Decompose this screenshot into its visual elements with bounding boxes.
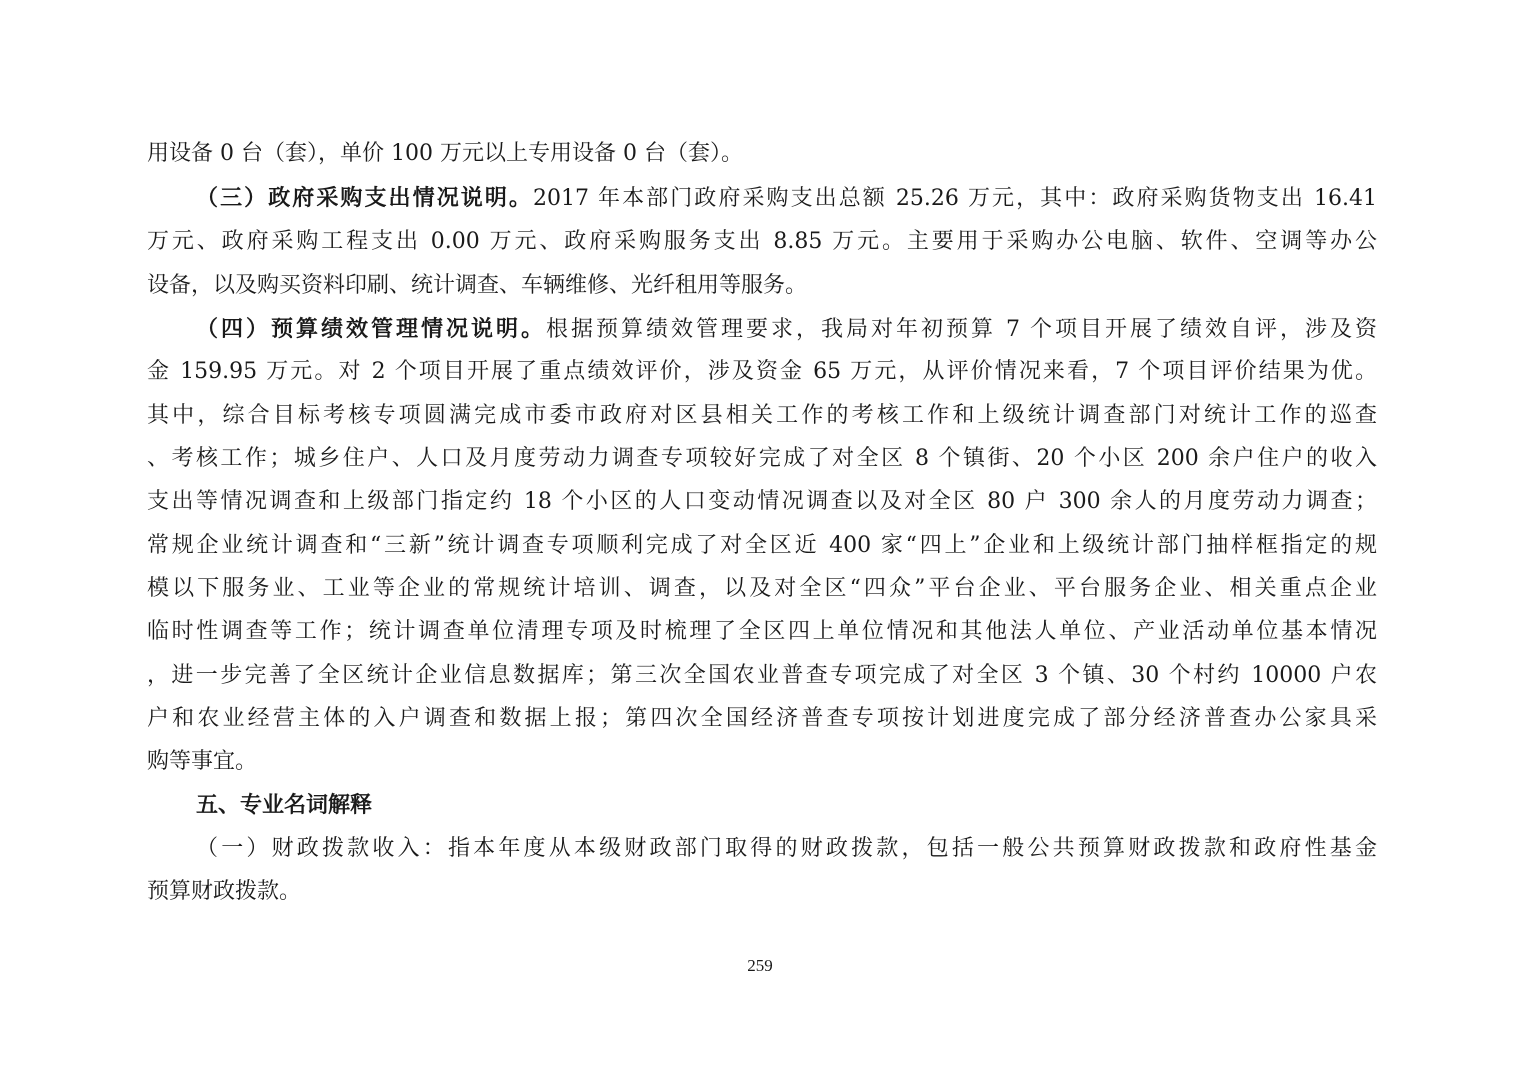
section3-paragraph-line-2: 万元、政府采购工程支出 0.00 万元、政府采购服务支出 8.85 万元。主要用于采购办公电脑、软件、空调等办公	[147, 229, 1377, 254]
section3-paragraph-line-1	[196, 183, 1377, 214]
section4-text-1: 根据预算绩效管理要求，我局对年初预算 7 个项目开展了绩效自评，涉及资	[546, 317, 1377, 342]
section4-paragraph-line-6: 常规企业统计调查和“三新”统计调查专项顺利完成了对全区近 400 家“四上”企业和上级统计部门抽样框指定的规	[147, 533, 1377, 558]
section3-lead: （三）政府采购支出情况说明。	[196, 185, 533, 211]
section4-paragraph-line-9: ，进一步完善了全区统计企业信息数据库；第三次全国农业普查专项完成了对全区 3 个镇、30 个村约 10000 户农	[147, 663, 1377, 688]
section4-paragraph-line-11: 购等事宜。	[147, 749, 258, 774]
section4-paragraph-line-7: 模以下服务业、工业等企业的常规统计培训、调查，以及对全区“四众”平台企业、平台服务企业、相关重点企业	[147, 576, 1377, 601]
section4-paragraph-line-2: 金 159.95 万元。对 2 个项目开展了重点绩效评价，涉及资金 65 万元，从评价情况来看，7 个项目评价结果为优。	[147, 359, 1377, 384]
term1-paragraph-line-2: 预算财政拨款。	[147, 879, 302, 904]
term1-paragraph-line-1: （一）财政拨款收入：指本年度从本级财政部门取得的财政拨款，包括一般公共预算财政拨款和政府性基金	[196, 836, 1377, 861]
section-heading-5: 五、专业名词解释	[196, 793, 373, 818]
section4-paragraph-line-8: 临时性调查等工作；统计调查单位清理专项及时梳理了全区四上单位情况和其他法人单位、产业活动单位基本情况	[147, 619, 1377, 644]
page-number: 259	[747, 956, 773, 975]
section3-paragraph-line-3: 设备，以及购买资料印刷、统计调查、车辆维修、光纤租用等服务。	[147, 273, 808, 298]
section4-paragraph-line-3: 其中，综合目标考核专项圆满完成市委市政府对区县相关工作的考核工作和上级统计调查部门对统计工作的巡查	[147, 403, 1377, 428]
section4-paragraph-line-5: 支出等情况调查和上级部门指定约 18 个小区的人口变动情况调查以及对全区 80 户 300 余人的月度劳动力调查；	[147, 489, 1377, 514]
section3-text-1: 2017 年本部门政府采购支出总额 25.26 万元，其中：政府采购货物支出 16.41	[532, 186, 1377, 211]
section4-paragraph-line-10: 户和农业经营主体的入户调查和数据上报；第四次全国经济普查专项按计划进度完成了部分经济普查办公家具采	[147, 706, 1377, 731]
continued-paragraph-line: 用设备 0 台（套），单价 100 万元以上专用设备 0 台（套）。	[147, 141, 743, 166]
section4-paragraph-line-4: 、考核工作；城乡住户、人口及月度劳动力调查专项较好完成了对全区 8 个镇街、20 个小区 200 余户住户的收入	[147, 446, 1377, 471]
section4-paragraph-line-1	[196, 314, 1377, 345]
section4-lead: （四）预算绩效管理情况说明。	[196, 316, 546, 342]
